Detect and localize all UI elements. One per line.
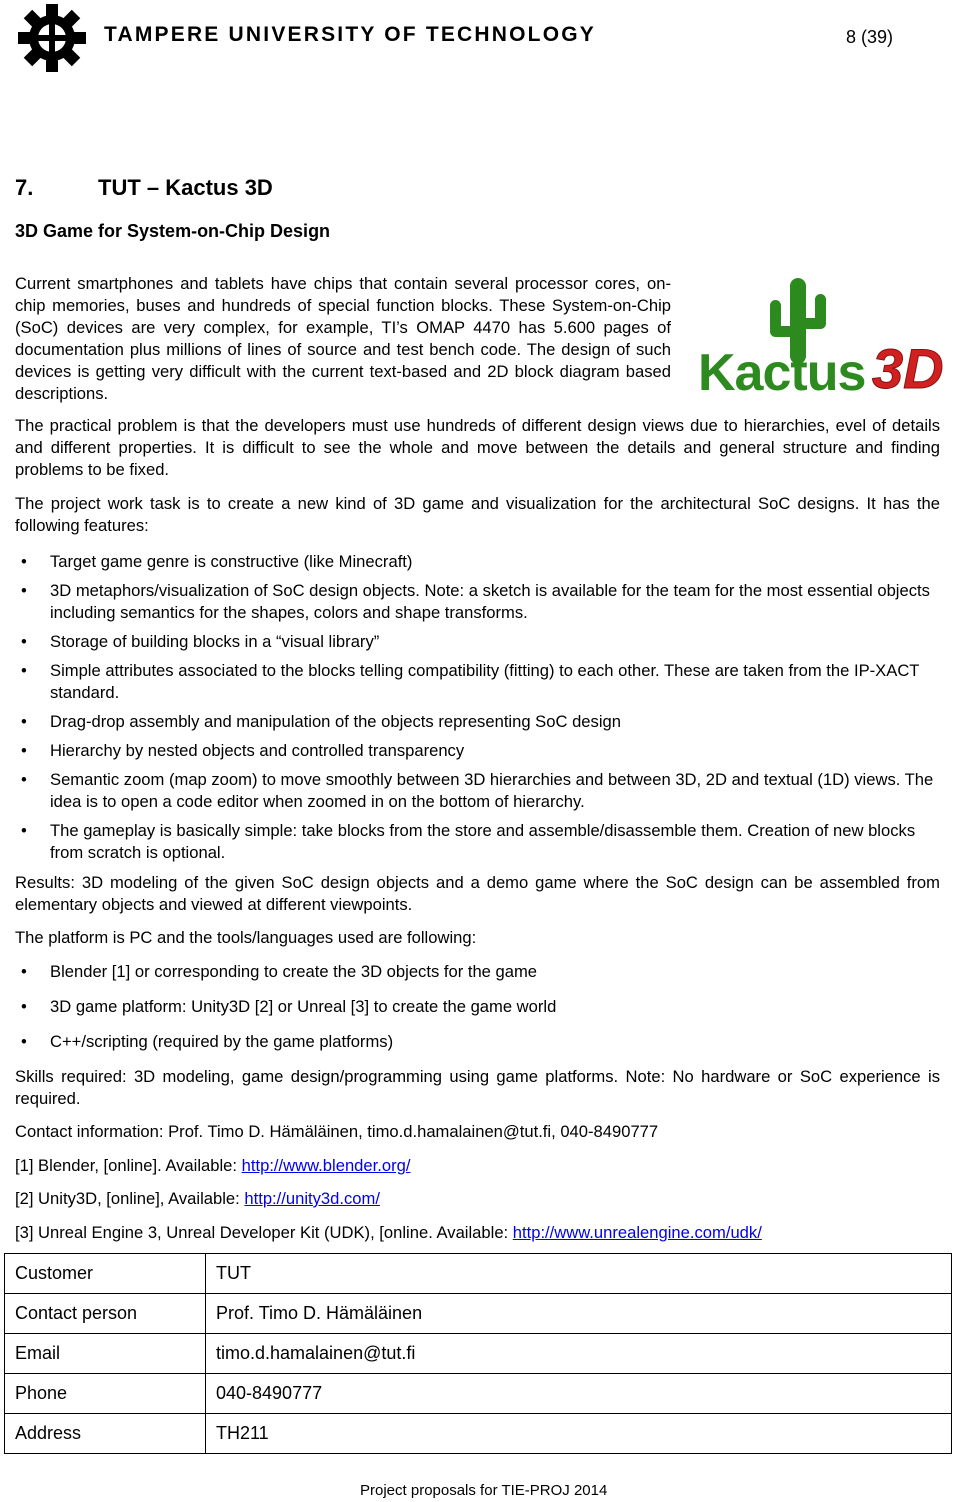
table-label: Address [5, 1414, 206, 1454]
platform-paragraph: The platform is PC and the tools/languages used are following: [15, 928, 477, 947]
task-paragraph: The project work task is to create a new kind of 3D game and visualization for the architectural SoC designs. It has the following features: [15, 494, 940, 535]
skills-paragraph: Skills required: 3D modeling, game design/programming using game platforms. Note: No hardware or SoC experience is required. [15, 1067, 940, 1108]
reference-text: [3] Unreal Engine 3, Unreal Developer Kit (UDK), [online. Available: [15, 1223, 513, 1242]
table-label: Customer [5, 1254, 206, 1294]
table-label: Contact person [5, 1294, 206, 1334]
list-item: • 3D game platform: Unity3D [2] or Unreal [3] to create the game world [21, 997, 557, 1016]
reference-3 [15, 1222, 940, 1244]
feature-text: Simple attributes associated to the blocks telling compatibility (fitting) to each other. These are taken from the IP-XACT standard. [50, 661, 920, 702]
table-row [5, 1414, 952, 1454]
reference-2 [15, 1188, 940, 1210]
table-value: timo.d.hamalainen@tut.fi [206, 1334, 952, 1374]
reference-text: [1] Blender, [online]. Available: [15, 1156, 242, 1175]
section-subtitle: 3D Game for System-on-Chip Design [15, 221, 331, 241]
list-item: • Storage of building blocks in a “visual library” [21, 632, 380, 651]
svg-text:Kactus: Kactus [698, 344, 866, 400]
feature-text: Target game genre is constructive (like Minecraft) [50, 552, 413, 571]
feature-list [15, 551, 940, 864]
list-item: • Drag-drop assembly and manipulation of the objects representing SoC design [21, 712, 621, 731]
list-item: • Semantic zoom (map zoom) to move smoothly between 3D hierarchies and between 3D, 2D and textual (1D) views. The idea is to open a code editor when zoomed in on the bottom of hierarchy. [21, 770, 934, 811]
table-value: TUT [206, 1254, 952, 1294]
kactus3d-logo [694, 270, 956, 400]
intro-paragraph: Current smartphones and tablets have chips that contain several processor cores, on-chip memories, buses and hundreds of special function blocks. These System-on-Chip (SoC) devices are very complex, for example, TI’s OMAP 4470 has 5.600 pages of documentation plus millions of lines of source and test bench code. The design of such devices is getting very difficult with the current text-based and 2D block diagram based descriptions. [15, 274, 671, 403]
table-row [5, 1334, 952, 1374]
section-title [15, 175, 273, 201]
page-number: 8 (39) [846, 27, 894, 47]
table-row [5, 1374, 952, 1414]
table-value: Prof. Timo D. Hämäläinen [206, 1294, 952, 1334]
section-title-text: TUT – Kactus 3D [98, 175, 273, 200]
feature-text: Storage of building blocks in a “visual library” [50, 632, 380, 651]
results-paragraph: Results: 3D modeling of the given SoC design objects and a demo game where the SoC design can be assembled from elementary objects and viewed at different viewpoints. [15, 873, 940, 914]
tool-text: 3D game platform: Unity3D [2] or Unreal [3] to create the game world [50, 997, 557, 1016]
table-label: Phone [5, 1374, 206, 1414]
tool-text: Blender [1] or corresponding to create the 3D objects for the game [50, 962, 538, 981]
list-item: • Target game genre is constructive (like Minecraft) [21, 552, 413, 571]
page-footer: Project proposals for TIE-PROJ 2014 [360, 1482, 608, 1499]
reference-1 [15, 1155, 940, 1177]
feature-text: 3D metaphors/visualization of SoC design objects. Note: a sketch is available for the team for the most essential objects including semantics for the shapes, colors and shape transforms. [50, 581, 930, 622]
problem-paragraph: The practical problem is that the developers must use hundreds of different design views due to hierarchies, evel of details and different properties. It is difficult to see the whole and move between the details and general structure and finding problems to be fixed. [15, 416, 940, 479]
unreal-link[interactable]: http://www.unrealengine.com/udk/ [512, 1223, 762, 1242]
list-item: • The gameplay is basically simple: take blocks from the store and assemble/disassemble them. Creation of new blocks from scratch is optional. [21, 821, 916, 862]
table-value: TH211 [206, 1414, 952, 1454]
list-item: • Hierarchy by nested objects and controlled transparency [21, 741, 465, 760]
table-row [5, 1254, 952, 1294]
tool-text: C++/scripting (required by the game platforms) [50, 1032, 394, 1051]
feature-text: The gameplay is basically simple: take blocks from the store and assemble/disassemble them. Creation of new blocks from scratch is optional. [50, 821, 916, 862]
table-label: Email [5, 1334, 206, 1374]
feature-text: Semantic zoom (map zoom) to move smoothly between 3D hierarchies and between 3D, 2D and textual (1D) views. The idea is to open a code editor when zoomed in on the bottom of hierarchy. [50, 770, 934, 811]
project-info-table [4, 1253, 952, 1454]
svg-text:3D: 3D [872, 337, 944, 400]
contact-paragraph: Contact information: Prof. Timo D. Hämäläinen, timo.d.hamalainen@tut.fi, 040-8490777 [15, 1122, 659, 1141]
tools-list [15, 961, 940, 1053]
list-item: • Simple attributes associated to the blocks telling compatibility (fitting) to each other. These are taken from the IP-XACT standard. [21, 661, 920, 702]
section-number: 7. [15, 175, 34, 200]
reference-text: [2] Unity3D, [online], Available: [15, 1189, 245, 1208]
list-item: • C++/scripting (required by the game platforms) [21, 1032, 394, 1051]
blender-link[interactable]: http://www.blender.org/ [241, 1156, 411, 1175]
university-name: TAMPERE UNIVERSITY OF TECHNOLOGY [104, 23, 596, 46]
list-item: • 3D metaphors/visualization of SoC design objects. Note: a sketch is available for the team for the most essential objects including semantics for the shapes, colors and shape transforms. [21, 581, 930, 622]
table-row [5, 1294, 952, 1334]
unity3d-link[interactable]: http://unity3d.com/ [244, 1189, 380, 1208]
feature-text: Drag-drop assembly and manipulation of the objects representing SoC design [50, 712, 621, 731]
table-value: 040-8490777 [206, 1374, 952, 1414]
feature-text: Hierarchy by nested objects and controlled transparency [50, 741, 465, 760]
list-item: • Blender [1] or corresponding to create the 3D objects for the game [21, 962, 538, 981]
university-logo [16, 2, 88, 74]
